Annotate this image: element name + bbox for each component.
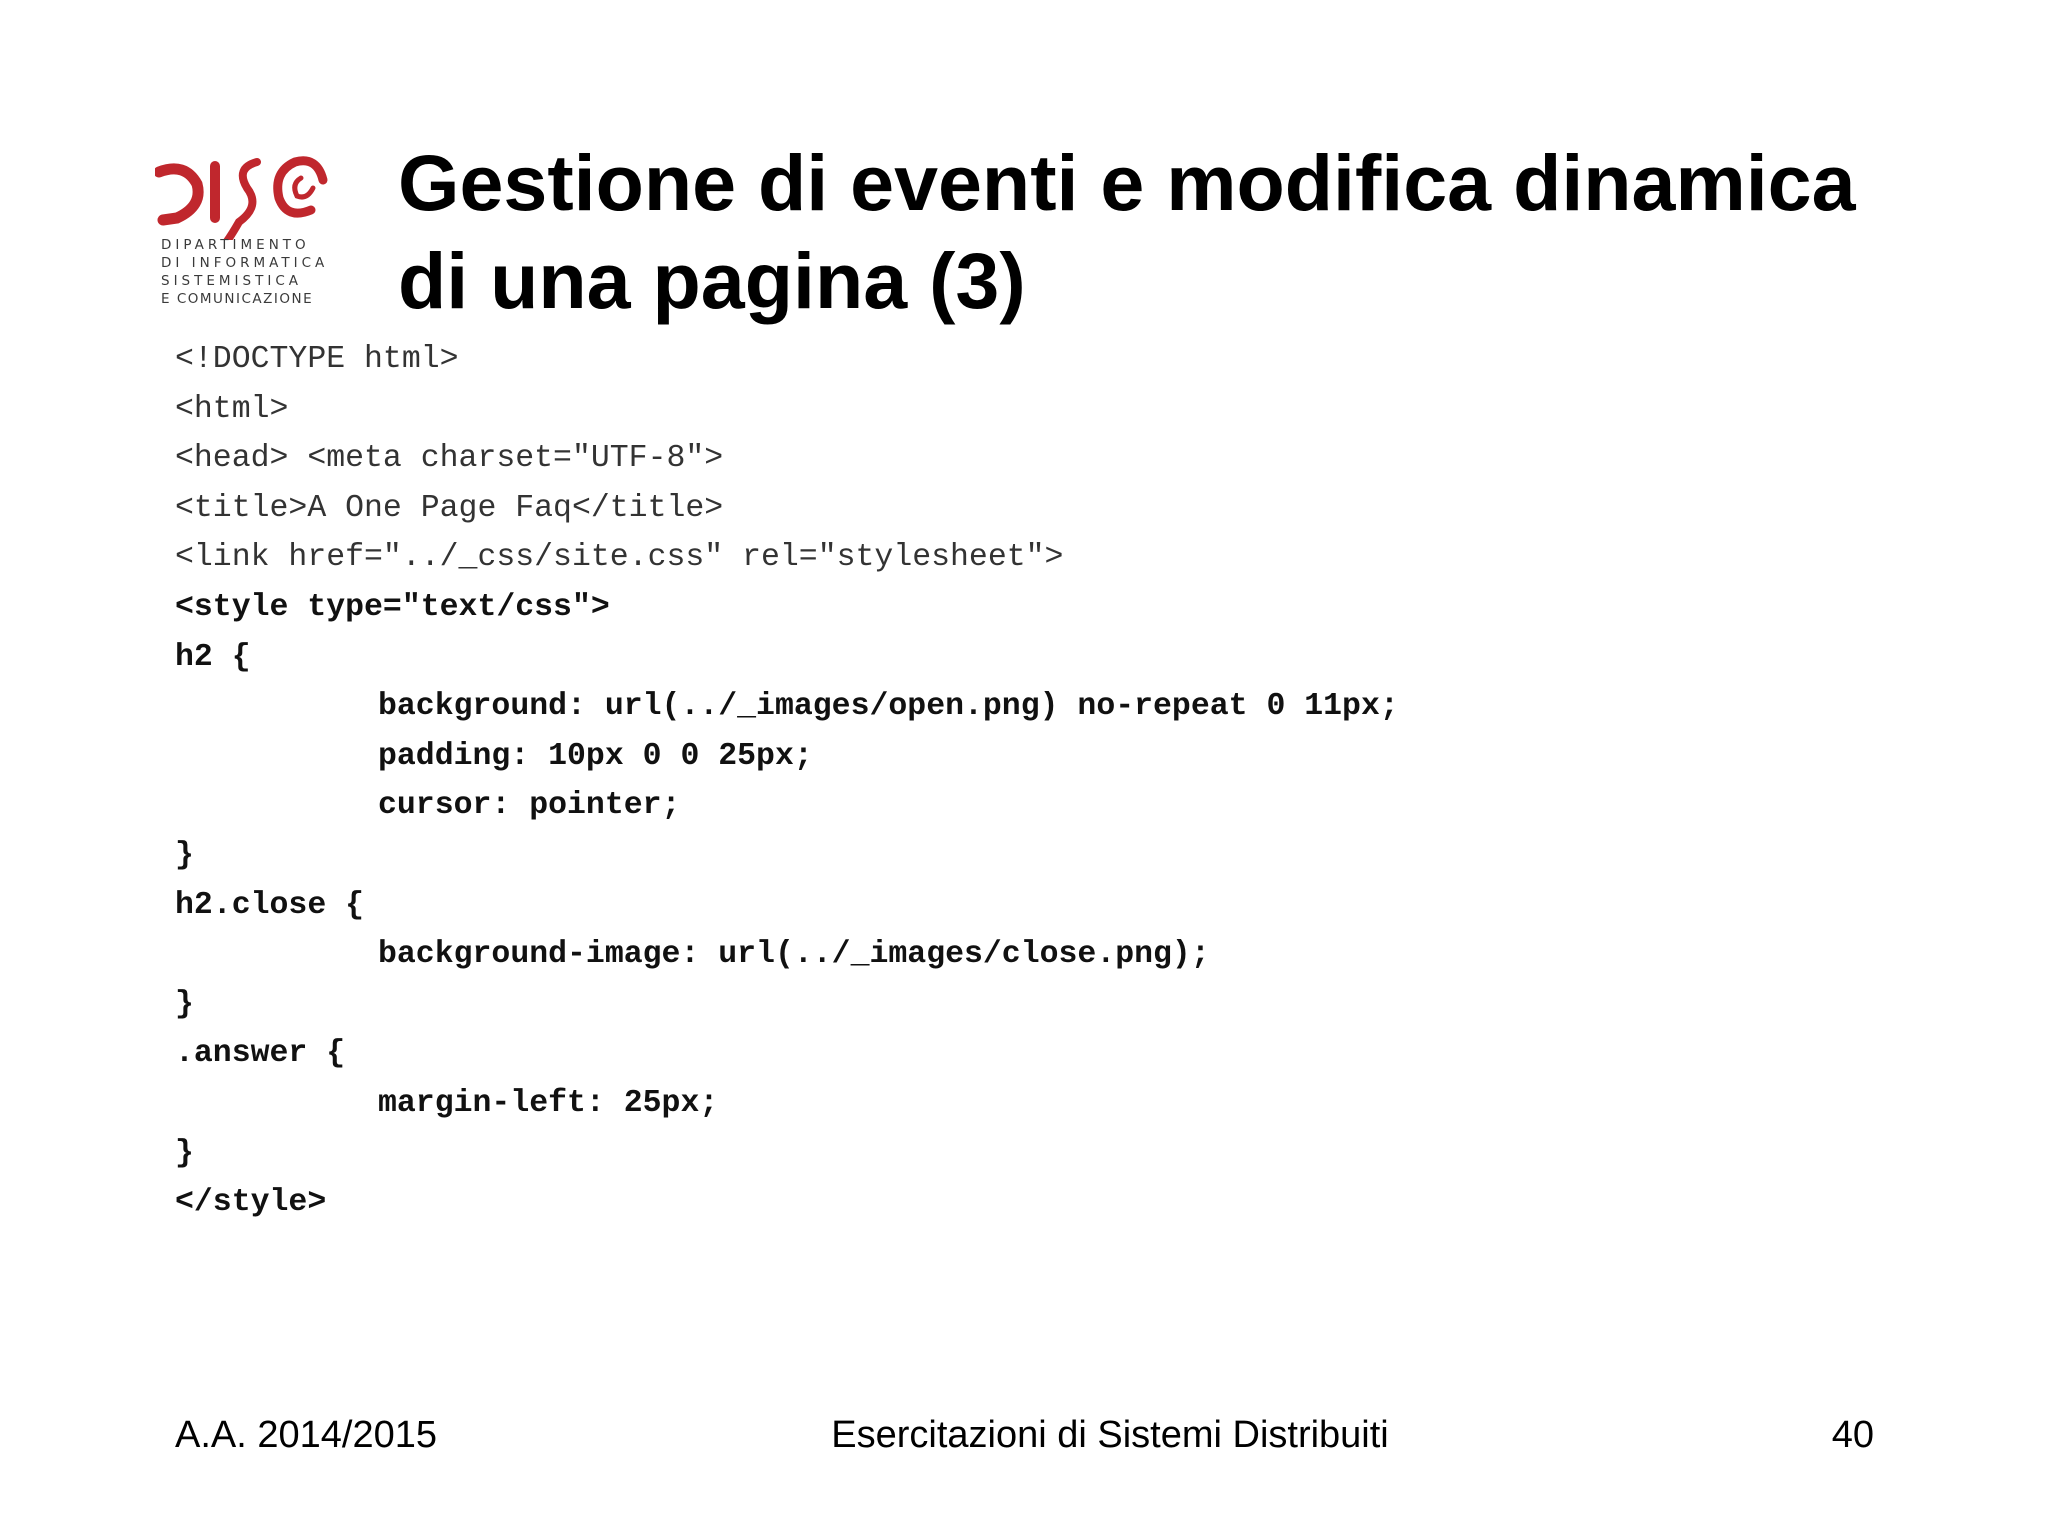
logo-text-line: DI INFORMATICA (161, 255, 329, 271)
footer-course-title: Esercitazioni di Sistemi Distribuiti (831, 1414, 1389, 1456)
code-line: margin-left: 25px; (378, 1085, 719, 1121)
logo-text-line: E COMUNICAZIONE (161, 291, 314, 307)
slide-title-line-1: Gestione di eventi e modifica dinamica (398, 138, 1856, 227)
code-line: cursor: pointer; (378, 788, 681, 824)
code-line: background: url(../_images/open.png) no-repeat 0 11px; (378, 689, 1399, 725)
disco-logo (155, 140, 335, 312)
code-line: background-image: url(../_images/close.png); (378, 937, 1210, 973)
code-line: <title>A One Page Faq</title> (175, 490, 724, 526)
disco-logo-mark-icon (155, 140, 335, 240)
code-line: h2.close { (175, 887, 365, 923)
code-line: h2 { (175, 639, 251, 675)
logo-text (161, 236, 335, 308)
code-line: <link href="../_css/site.css" rel="stylesheet"> (175, 540, 1064, 576)
slide-title (398, 134, 1958, 330)
code-line: <!DOCTYPE html> (175, 342, 459, 377)
footer-page-number: 40 (1831, 1414, 1874, 1456)
code-line: } (175, 837, 194, 873)
code-line: <html> (175, 391, 289, 427)
code-line: <style type="text/css"> (175, 589, 610, 625)
slide-title-line-2: di una pagina (3) (398, 236, 1026, 325)
code-line: } (175, 986, 194, 1022)
footer-academic-year: A.A. 2014/2015 (175, 1414, 437, 1456)
code-line: </style> (175, 1185, 327, 1221)
logo-text-line: DIPARTIMENTO (161, 237, 310, 253)
code-line: .answer { (175, 1036, 346, 1072)
code-block (175, 335, 1975, 1228)
code-line: <head> <meta charset="UTF-8"> (175, 441, 724, 477)
code-line: padding: 10px 0 0 25px; (378, 738, 813, 774)
code-line: } (175, 1135, 194, 1171)
logo-text-line: SISTEMISTICA (161, 273, 302, 289)
